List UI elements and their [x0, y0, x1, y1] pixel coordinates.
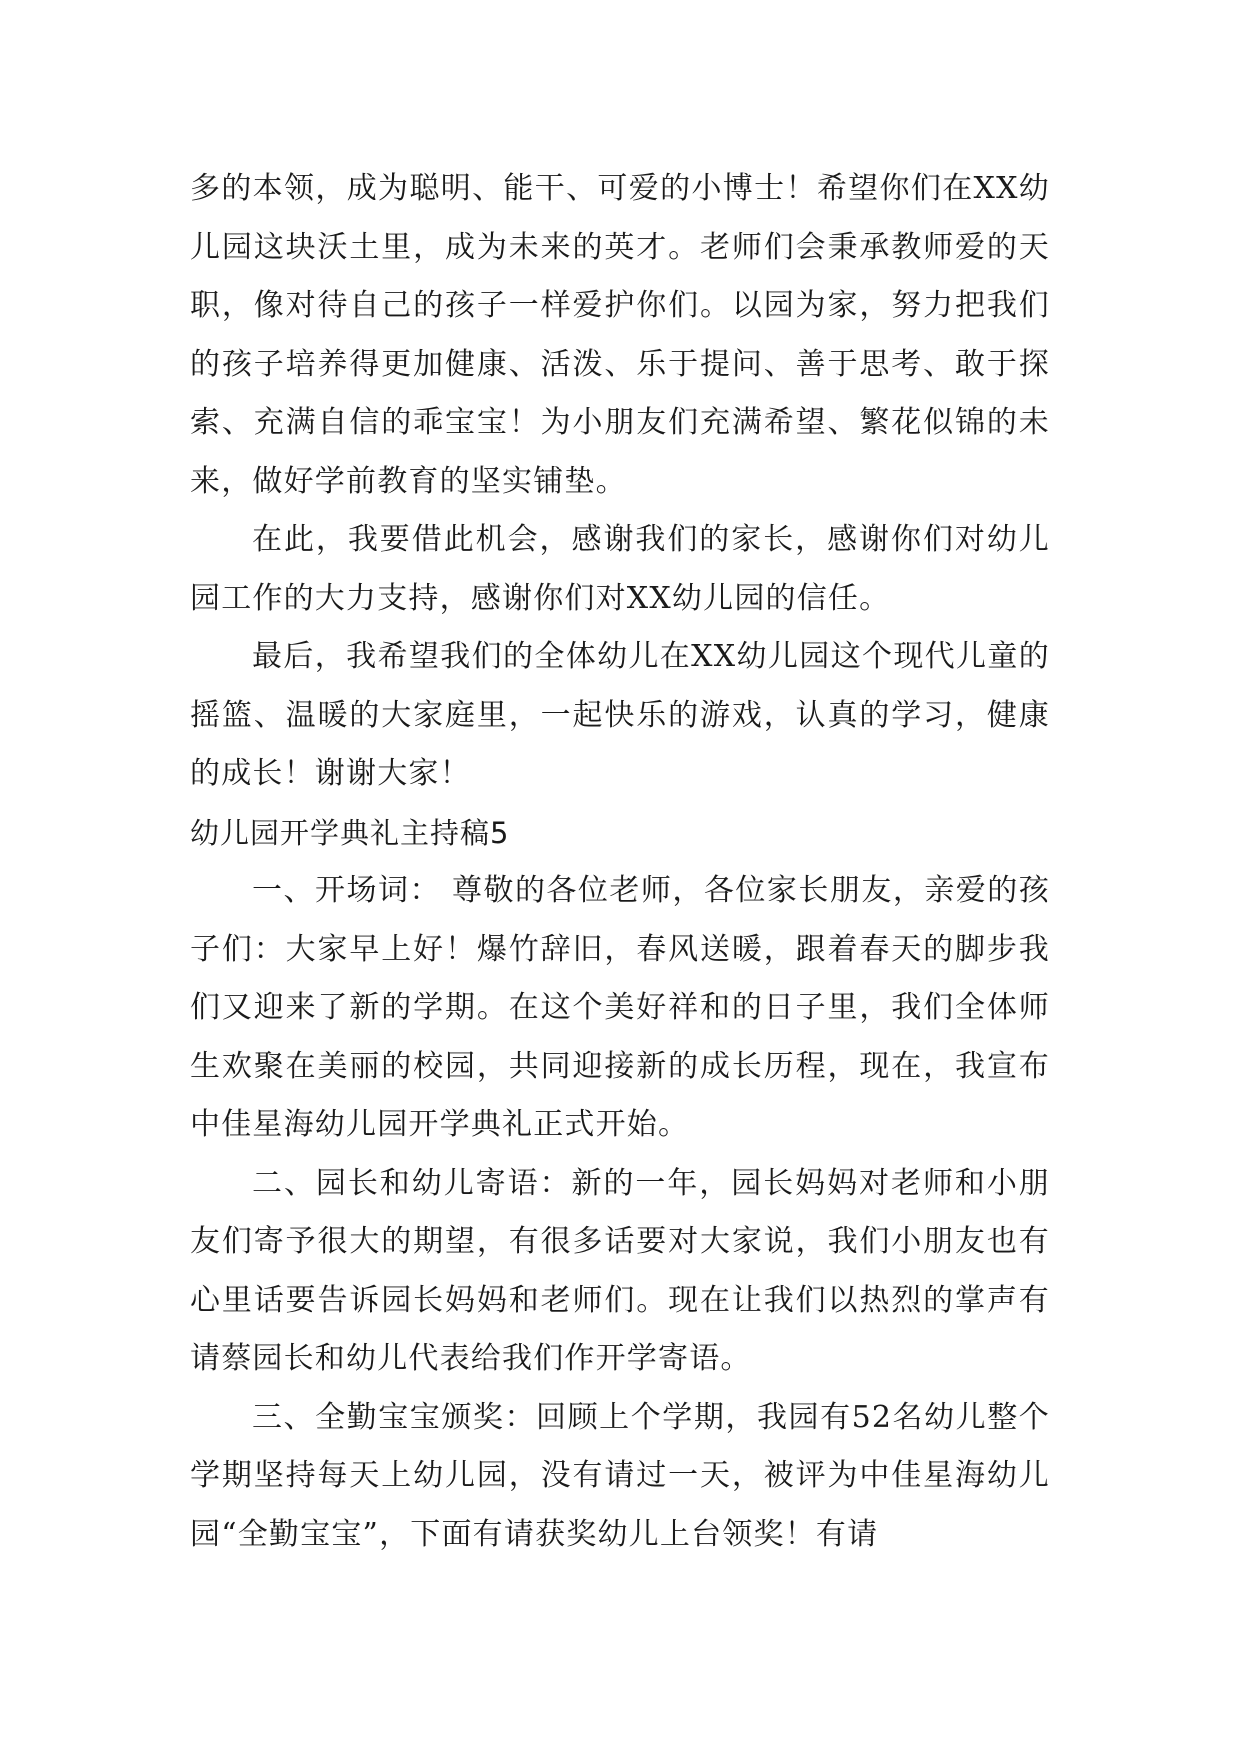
paragraph-attendance-award: 三、全勤宝宝颁奖：回顾上个学期，我园有52名幼儿整个学期坚持每天上幼儿园，没有请过一天，被评为中佳星海幼儿园“全勤宝宝”，下面有请获奖幼儿上台领奖！有请 [190, 1399, 1050, 1552]
paragraph-continuation: 多的本领，成为聪明、能干、可爱的小博士！希望你们在XX幼儿园这块沃土里，成为未来的英才。老师们会秉承教师爱的天职，像对待自己的孩子一样爱护你们。以园为家，努力把我们的孩子培养得更加健康、活泼、乐于提问、善于思考、敢于探索、充满自信的乖宝宝！为小朋友们充满希望、繁花似锦的未来，做好学前教育的坚实铺垫。 [190, 171, 1050, 499]
paragraph-principal-message: 二、园长和幼儿寄语：新的一年，园长妈妈对老师和小朋友们寄予很大的期望，有很多话要对大家说，我们小朋友也有心里话要告诉园长妈妈和老师们。现在让我们以热烈的掌声有请蔡园长和幼儿代表给我们作开学寄语。 [190, 1165, 1050, 1376]
paragraph-closing: 最后，我希望我们的全体幼儿在XX幼儿园这个现代儿童的摇篮、温暖的大家庭里，一起快乐的游戏，认真的学习，健康的成长！谢谢大家！ [190, 639, 1050, 791]
paragraph-opening-words: 一、开场词： 尊敬的各位老师，各位家长朋友，亲爱的孩子们：大家早上好！爆竹辞旧，春风送暖，跟着春天的脚步我们又迎来了新的学期。在这个美好祥和的日子里，我们全体师生欢聚在美丽的校园，共同迎接新的成长历程，现在，我宣布中佳星海幼儿园开学典礼正式开始。 [190, 873, 1050, 1142]
paragraph-thanks: 在此，我要借此机会，感谢我们的家长，感谢你们对幼儿园工作的大力支持，感谢你们对XX幼儿园的信任。 [190, 522, 1050, 616]
document-body [190, 160, 1050, 1564]
section-title: 幼儿园开学典礼主持稿5 [190, 815, 510, 850]
